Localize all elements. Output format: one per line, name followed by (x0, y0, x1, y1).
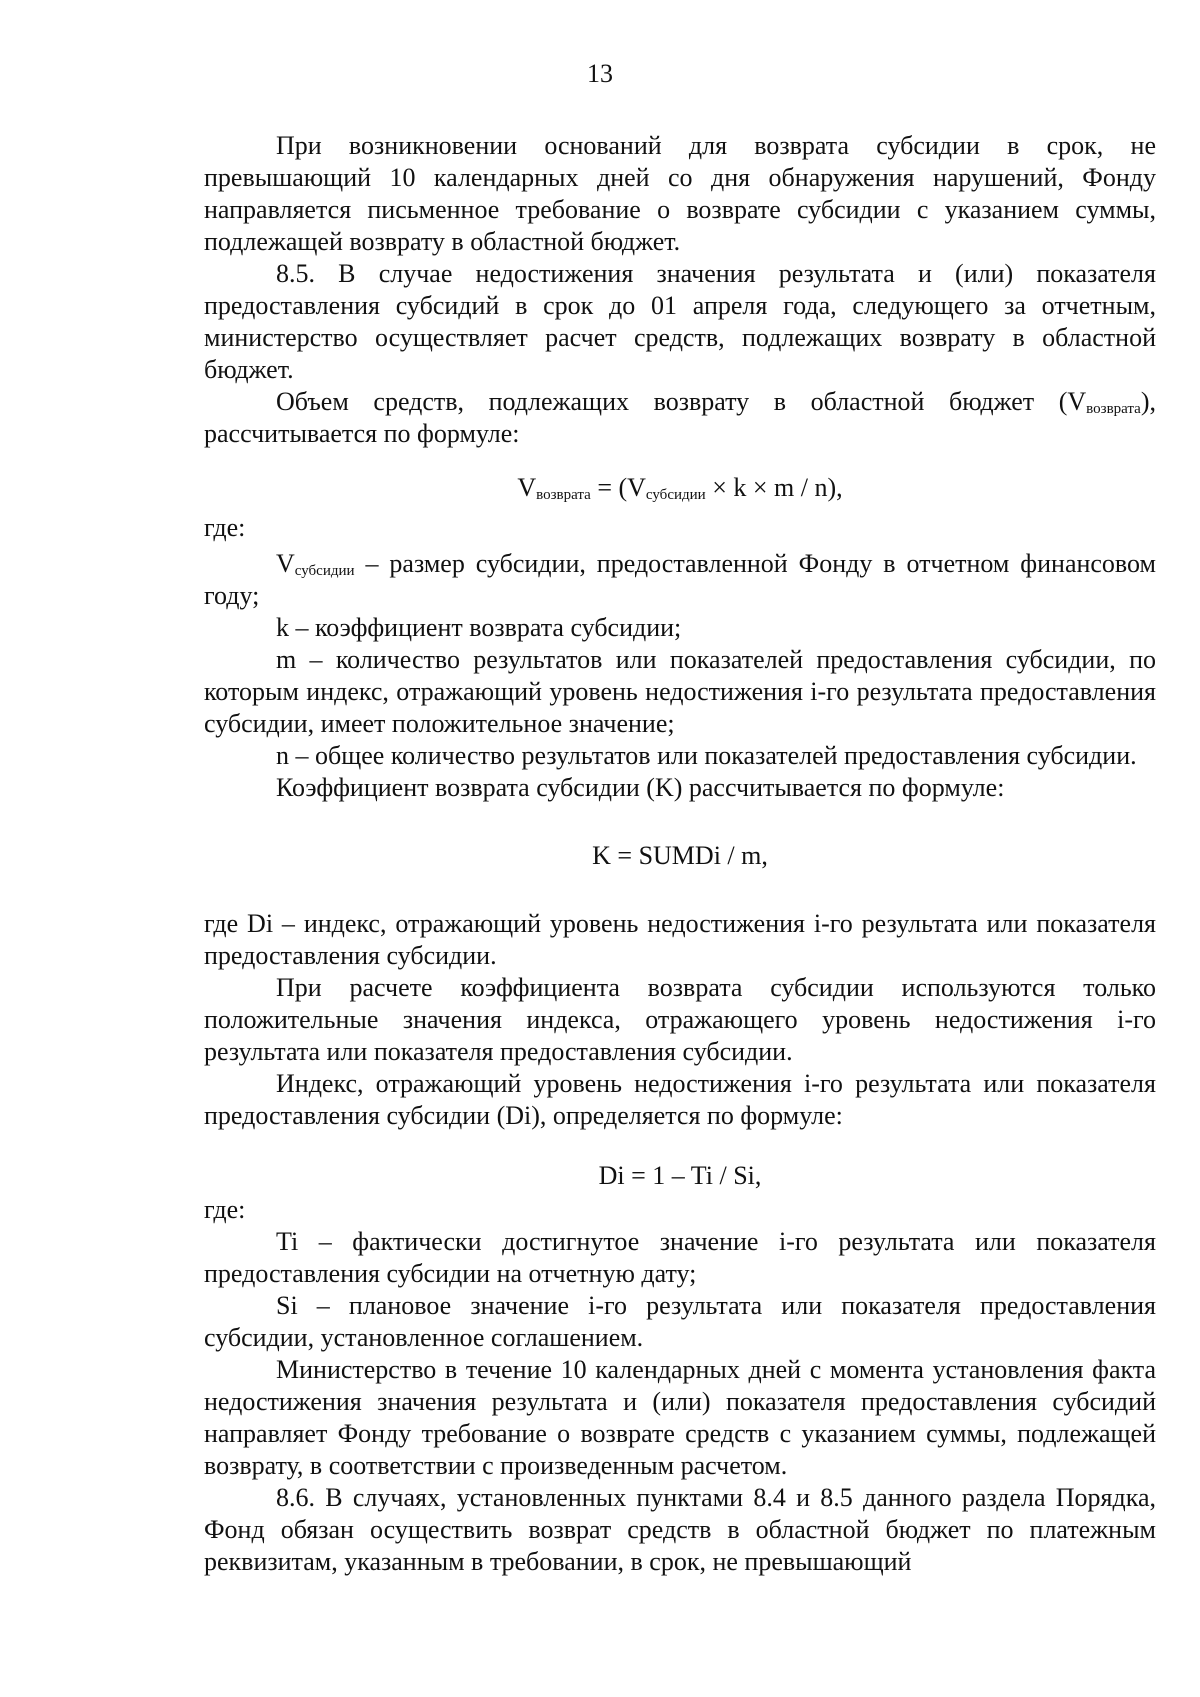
definition-v-subscript: субсидии (294, 563, 355, 579)
where-label-2: где: (204, 1195, 246, 1224)
paragraph-8-6: 8.6. В случаях, установленных пунктами 8.4 и 8.5 данного раздела Порядка, Фонд обязан осуществить возврат средств в областной бюджет по платежным реквизитам, указанным в требовании, в срок, не превышающий (204, 1483, 1156, 1576)
definition-ti: Ti – фактически достигнутое значение i-го результата или показателя предоставления субсидии на отчетную дату; (204, 1227, 1156, 1288)
paragraph-index: Индекс, отражающий уровень недостижения i-го результата или показателя предоставления субсидии (Di), определяется по формуле: (204, 1069, 1156, 1130)
return-volume-text-a: Объем средств, подлежащих возврату в областной бюджет (V (276, 387, 1087, 416)
formula-return-volume: $V_{возврата} = (V_{субсидии} \times k \times m / n)$, (517, 473, 843, 503)
definition-m: m – количество результатов или показателей предоставления субсидии, по которым индекс, отражающий уровень недостижения i-го результата предоставления субсидии, имеет положительное значение; (204, 645, 1156, 738)
paragraph-di-definition: где Di – индекс, отражающий уровень недостижения i-го результата или показателя предоставления субсидии. (204, 909, 1156, 970)
page-number: 13 (587, 59, 613, 88)
paragraph-return-grounds: При возникновении оснований для возврата субсидии в срок, не превышающий 10 календарных дней со дня обнаружения нарушений, Фонду направляется письменное требование о возврате субсидии с указанием суммы, подлежащей возврату в областной бюджет. (204, 131, 1156, 256)
formula-coefficient: K = SUMDi / m, (592, 841, 768, 870)
document-body (204, 130, 1156, 1578)
definition-n: n – общее количество результатов или показателей предоставления субсидии. (276, 741, 1137, 770)
paragraph-positive-values: При расчете коэффициента возврата субсидии используются только положительные значения индекса, отражающего уровень недостижения i-го результата или показателя предоставления субсидии. (204, 973, 1156, 1066)
formula-index: Di = 1 – Ti / Si, (598, 1161, 762, 1190)
definition-si: Si – плановое значение i-го результата или показателя предоставления субсидии, установленное соглашением. (204, 1291, 1156, 1352)
where-label-1: где: (204, 513, 246, 542)
return-volume-text-b: ), рассчитывается по формуле: (204, 387, 1156, 448)
definition-k: k – коэффициент возврата субсидии; (276, 613, 682, 642)
paragraph-8-5: 8.5. В случае недостижения значения результата и (или) показателя предоставления субсидий в срок до 01 апреля года, следующего за отчетным, министерство осуществляет расчет средств, подлежащих возврату в областной бюджет. (204, 259, 1156, 384)
paragraph-coefficient: Коэффициент возврата субсидии (K) рассчитывается по формуле: (276, 773, 1005, 802)
return-volume-subscript: возврата (1086, 401, 1141, 417)
paragraph-ministry-requirement: Министерство в течение 10 календарных дней с момента установления факта недостижения значения результата и (или) показателя предоставления субсидий направляет Фонду требование о возврате средств с указанием суммы, подлежащей возврату, в соответствии с произведенным расчетом. (204, 1355, 1156, 1480)
paragraph-return-volume (204, 386, 1156, 450)
definition-v-subsidy: $V_{субсидии}$ – размер субсидии, предоставленной Фонду в отчетном финансовом году; (204, 549, 1156, 610)
